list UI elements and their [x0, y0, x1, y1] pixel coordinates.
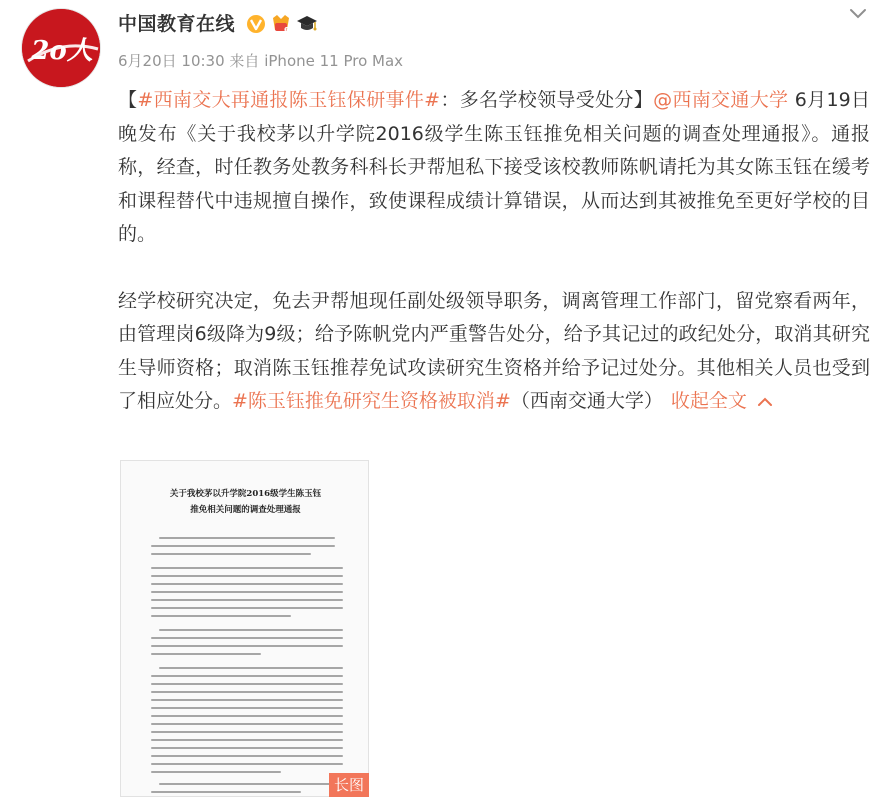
logo-icon	[22, 9, 101, 88]
collapse-text-button[interactable]	[671, 390, 773, 412]
post-text: （西南交通大学）	[510, 390, 663, 412]
svg-text:6: 6	[284, 26, 289, 34]
post-text: 【	[118, 89, 138, 111]
document-text-line	[151, 653, 261, 655]
document-text-line	[151, 637, 343, 639]
hashtag-link[interactable]: #陈玉钰推免研究生资格被取消#	[232, 390, 511, 412]
hashtag-link[interactable]: #西南交大再通报陈玉钰保研事件#	[137, 89, 441, 111]
document-text-line	[151, 699, 343, 701]
document-title-line-2: 推免相关问题的调查处理通报	[190, 505, 301, 515]
user-badges	[246, 12, 318, 36]
post-text: 6月19日晚发布《关于我校茅以升学院2016级学生陈玉钰推免相关问题的调查处理通报》。通报称，经查，时任教务处教务科科长尹帮旭私下接受该校教师陈帆请托为其女陈玉钰在缓考和课程替代中违规擅自操作，致使课程成绩计算错误，从而达到其被推免至更好学校的目的。	[118, 89, 870, 245]
document-text-line	[151, 707, 343, 709]
avatar[interactable]	[21, 8, 101, 88]
document-text-line	[151, 791, 301, 793]
document-title-line-1: 关于我校茅以升学院2016级学生陈玉钰	[169, 489, 322, 499]
graduation-cap-icon[interactable]	[296, 13, 318, 35]
document-text-line	[151, 545, 335, 547]
post-text: 经学校研究决定，免去尹帮旭现任副处级领导职务，调离管理工作部门，留党察看两年，由管理岗6级降为9级；给予陈帆党内严重警告处分，给予其记过的政纪处分，取消其研究生导师资格；取消陈玉钰推荐免试攻读研究生资格并给予记过处分。其他相关人员也受到了相应处分。	[118, 289, 870, 412]
post-content	[118, 84, 870, 419]
document-text-line	[159, 629, 343, 631]
document-text-line	[151, 771, 281, 773]
more-options-button[interactable]	[843, 2, 873, 26]
source-prefix: 来自	[229, 52, 260, 70]
document-text-line	[151, 747, 343, 749]
collapse-text-label: 收起全文	[670, 390, 747, 412]
avatar-text: 2o人	[31, 36, 93, 66]
verified-icon[interactable]	[246, 14, 266, 34]
document-image[interactable]	[120, 460, 369, 797]
post-text: ：多名学校领导受处分】	[440, 89, 654, 111]
document-text-line	[151, 575, 343, 577]
document-text-line	[151, 591, 343, 593]
post-paragraph-2	[118, 285, 870, 419]
source-device: iPhone 11 Pro Max	[264, 52, 404, 70]
document-text-line	[151, 739, 343, 741]
document-text-line	[151, 675, 343, 677]
document-text-line	[151, 691, 343, 693]
username[interactable]: 中国教育在线	[118, 13, 236, 35]
document-text-line	[151, 763, 343, 765]
member-medal-icon[interactable]	[270, 13, 292, 35]
document-text-line	[151, 755, 343, 757]
document-text-line	[151, 615, 291, 617]
chevron-up-icon	[757, 397, 773, 407]
document-text-line	[151, 723, 343, 725]
document-text-line	[151, 683, 343, 685]
document-text-line	[151, 645, 343, 647]
document-text-line	[151, 583, 343, 585]
document-text-line	[151, 553, 311, 555]
long-image-badge: 长图	[329, 773, 369, 797]
post-timestamp[interactable]: 6月20日 10:30	[118, 52, 225, 70]
document-text-line	[151, 567, 343, 569]
document-text-line	[151, 715, 343, 717]
mention-link[interactable]: @西南交通大学	[653, 89, 789, 111]
document-text-line	[151, 607, 343, 609]
document-text-line	[159, 537, 335, 539]
document-text-line	[151, 731, 343, 733]
post-meta	[118, 50, 403, 72]
document-text-line	[159, 667, 343, 669]
post-paragraph-1	[118, 84, 870, 252]
document-text-line	[159, 783, 343, 785]
chevron-down-icon	[849, 8, 867, 20]
document-text-line	[151, 599, 343, 601]
